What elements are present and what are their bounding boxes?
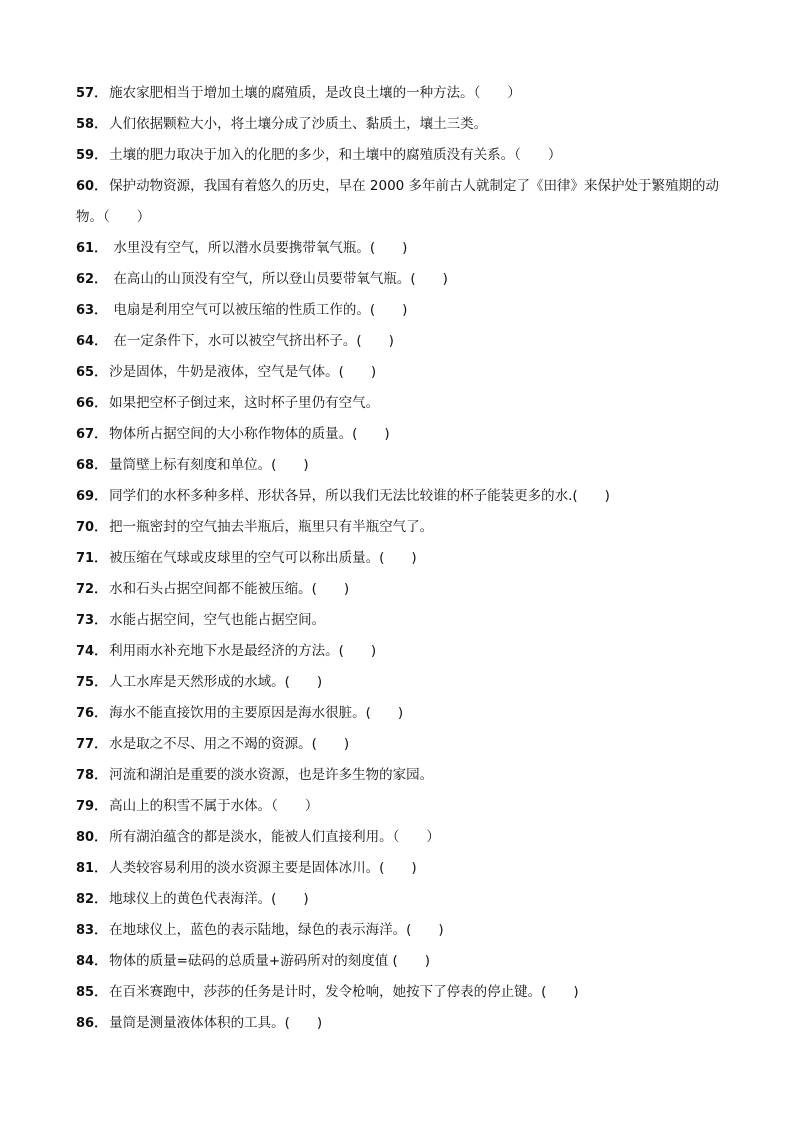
question-number: 57．: [76, 86, 108, 101]
question-text: 电扇是利用空气可以被压缩的性质工作的。( ): [109, 302, 408, 318]
question-77: [76, 729, 736, 760]
question-number: 79．: [76, 799, 108, 814]
question-81: [76, 853, 736, 884]
question-text: 地球仪上的黄色代表海洋。( ): [109, 891, 309, 907]
question-number: 63．: [76, 303, 108, 318]
question-60: [76, 171, 736, 233]
question-73: [76, 605, 736, 636]
question-number: 73．: [76, 613, 108, 628]
question-62: [76, 264, 736, 295]
question-list: [76, 78, 736, 1039]
question-number: 75．: [76, 675, 108, 690]
question-text: 人们依据颗粒大小，将土壤分成了沙质土、黏质土，壤土三类。: [109, 116, 488, 132]
question-number: 66．: [76, 396, 108, 411]
question-79: [76, 791, 736, 822]
question-67: [76, 419, 736, 450]
question-74: [76, 636, 736, 667]
question-58: [76, 109, 736, 140]
question-text: 水是取之不尽、用之不竭的资源。( ): [109, 736, 350, 752]
question-text: 所有湖泊蕴含的都是淡水，能被人们直接利用。（ ）: [109, 829, 440, 845]
question-text: 水里没有空气，所以潜水员要携带氧气瓶。( ): [109, 240, 408, 256]
question-71: [76, 543, 736, 574]
question-75: [76, 667, 736, 698]
question-text: 保护动物资源，我国有着悠久的历史，早在 2000 多年前古人就制定了《田律》来保护处于繁殖期的动物。（ ）: [76, 178, 720, 225]
question-text: 在地球仪上，蓝色的表示陆地，绿色的表示海洋。( ): [109, 922, 444, 938]
question-number: 82．: [76, 892, 108, 907]
question-number: 68．: [76, 458, 108, 473]
question-number: 74．: [76, 644, 108, 659]
question-number: 76．: [76, 706, 108, 721]
question-text: 施农家肥相当于增加土壤的腐殖质，是改良土壤的一种方法。（ ）: [109, 85, 521, 101]
question-text: 在高山的山顶没有空气，所以登山员要带氧气瓶。( ): [109, 271, 448, 287]
question-number: 58．: [76, 117, 108, 132]
question-number: 78．: [76, 768, 108, 783]
question-number: 64．: [76, 334, 108, 349]
question-text: 同学们的水杯多种多样、形状各异，所以我们无法比较谁的杯子能装更多的水.( ): [109, 488, 610, 504]
question-text: 土壤的肥力取决于加入的化肥的多少，和土壤中的腐殖质没有关系。（ ）: [109, 147, 562, 163]
question-text: 物体的质量=砝码的总质量+游码所对的刻度值 ( ): [109, 953, 431, 969]
question-69: [76, 481, 736, 512]
question-76: [76, 698, 736, 729]
question-61: [76, 233, 736, 264]
question-text: 水能占据空间，空气也能占据空间。: [109, 612, 326, 628]
question-text: 在一定条件下，水可以被空气挤出杯子。( ): [109, 333, 394, 349]
question-68: [76, 450, 736, 481]
question-number: 84．: [76, 954, 108, 969]
question-text: 如果把空杯子倒过来，这时杯子里仍有空气。: [109, 395, 380, 411]
question-text: 人类较容易利用的淡水资源主要是固体冰川。( ): [109, 860, 417, 876]
question-number: 77．: [76, 737, 108, 752]
question-59: [76, 140, 736, 171]
question-64: [76, 326, 736, 357]
question-number: 67．: [76, 427, 108, 442]
question-86: [76, 1008, 736, 1039]
question-text: 物体所占据空间的大小称作物体的质量。( ): [109, 426, 390, 442]
question-number: 86．: [76, 1016, 108, 1031]
question-number: 71．: [76, 551, 108, 566]
question-number: 65．: [76, 365, 108, 380]
question-text: 高山上的积雪不属于水体。（ ）: [109, 798, 319, 814]
question-57: [76, 78, 736, 109]
question-number: 59．: [76, 148, 108, 163]
question-number: 83．: [76, 923, 108, 938]
question-83: [76, 915, 736, 946]
question-70: [76, 512, 736, 543]
question-84: [76, 946, 736, 977]
question-text: 水和石头占据空间都不能被压缩。( ): [109, 581, 350, 597]
question-number: 60．: [76, 179, 108, 194]
question-82: [76, 884, 736, 915]
question-number: 61．: [76, 241, 108, 256]
question-text: 把一瓶密封的空气抽去半瓶后，瓶里只有半瓶空气了。: [109, 519, 434, 535]
question-number: 85．: [76, 985, 108, 1000]
question-65: [76, 357, 736, 388]
question-number: 81．: [76, 861, 108, 876]
question-text: 沙是固体，牛奶是液体，空气是气体。( ): [109, 364, 377, 380]
question-63: [76, 295, 736, 326]
question-text: 海水不能直接饮用的主要原因是海水很脏。( ): [109, 705, 404, 721]
question-number: 69．: [76, 489, 108, 504]
question-number: 72．: [76, 582, 108, 597]
question-text: 量筒壁上标有刻度和单位。( ): [109, 457, 309, 473]
question-number: 80．: [76, 830, 108, 845]
question-text: 量筒是测量液体体积的工具。( ): [109, 1015, 323, 1031]
question-text: 利用雨水补充地下水是最经济的方法。( ): [109, 643, 377, 659]
question-66: [76, 388, 736, 419]
question-number: 70．: [76, 520, 108, 535]
question-78: [76, 760, 736, 791]
question-72: [76, 574, 736, 605]
question-text: 被压缩在气球或皮球里的空气可以称出质量。( ): [109, 550, 417, 566]
question-80: [76, 822, 736, 853]
question-text: 人工水库是天然形成的水域。( ): [109, 674, 323, 690]
question-number: 62．: [76, 272, 108, 287]
question-text: 河流和湖泊是重要的淡水资源，也是许多生物的家园。: [109, 767, 434, 783]
question-text: 在百米赛跑中，莎莎的任务是计时，发令枪响，她按下了停表的停止键。( ): [109, 984, 579, 1000]
question-85: [76, 977, 736, 1008]
